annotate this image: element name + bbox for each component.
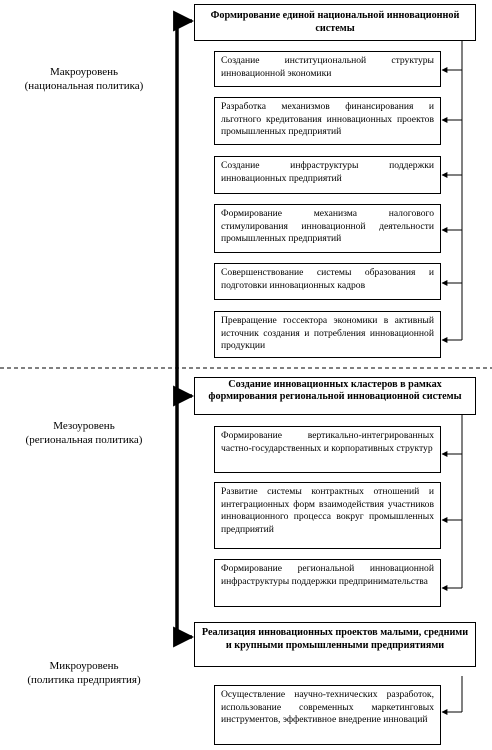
meso-level-label bbox=[4, 420, 164, 447]
macro-item-box: Создание инфраструктуры поддержки инновационных предприятий bbox=[214, 156, 441, 194]
micro-level-subtitle: (политика предприятия) bbox=[27, 673, 141, 686]
meso-item-box: Формирование региональной инновационной инфраструктуры поддержки предпринимательства bbox=[214, 559, 441, 607]
micro-header-box: Реализация инновационных проектов малыми, средними и крупными промышленными предприятиями bbox=[194, 622, 476, 667]
macro-item-box: Создание институциональной структуры инновационной экономики bbox=[214, 51, 441, 87]
macro-item-box: Превращение госсектора экономики в активный источник создания и потребления инновационной продукции bbox=[214, 311, 441, 358]
macro-level-title: Макроуровень bbox=[49, 66, 118, 78]
macro-header-box: Формирование единой национальной инновационной системы bbox=[194, 4, 476, 41]
micro-item-box: Осуществление научно-технических разработок, использование современных маркетинговых инструментов, эффективное внедрение инноваций bbox=[214, 685, 441, 745]
micro-level-title: Микроуровень bbox=[49, 660, 119, 672]
meso-level-title: Мезоуровень bbox=[53, 420, 115, 432]
macro-item-box: Совершенствование системы образования и подготовки инновационных кадров bbox=[214, 263, 441, 300]
meso-item-box: Развитие системы контрактных отношений и интеграционных форм взаимодействия участников инновационного процесса вокруг промышленных предприятий bbox=[214, 482, 441, 549]
meso-level-subtitle: (региональная политика) bbox=[25, 433, 143, 446]
micro-level-label bbox=[4, 660, 164, 687]
macro-level-label bbox=[4, 66, 164, 93]
macro-item-box: Формирование механизма налогового стимулирования инновационной деятельности промышленных предприятий bbox=[214, 204, 441, 253]
meso-header-box: Создание инновационных кластеров в рамках формирования региональной инновационной системы bbox=[194, 377, 476, 415]
macro-item-box: Разработка механизмов финансирования и льготного кредитования инновационных проектов промышленных предприятий bbox=[214, 97, 441, 145]
meso-item-box: Формирование вертикально-интегрированных частно-государственных и корпоративных структур bbox=[214, 426, 441, 473]
macro-level-subtitle: (национальная политика) bbox=[24, 79, 144, 92]
